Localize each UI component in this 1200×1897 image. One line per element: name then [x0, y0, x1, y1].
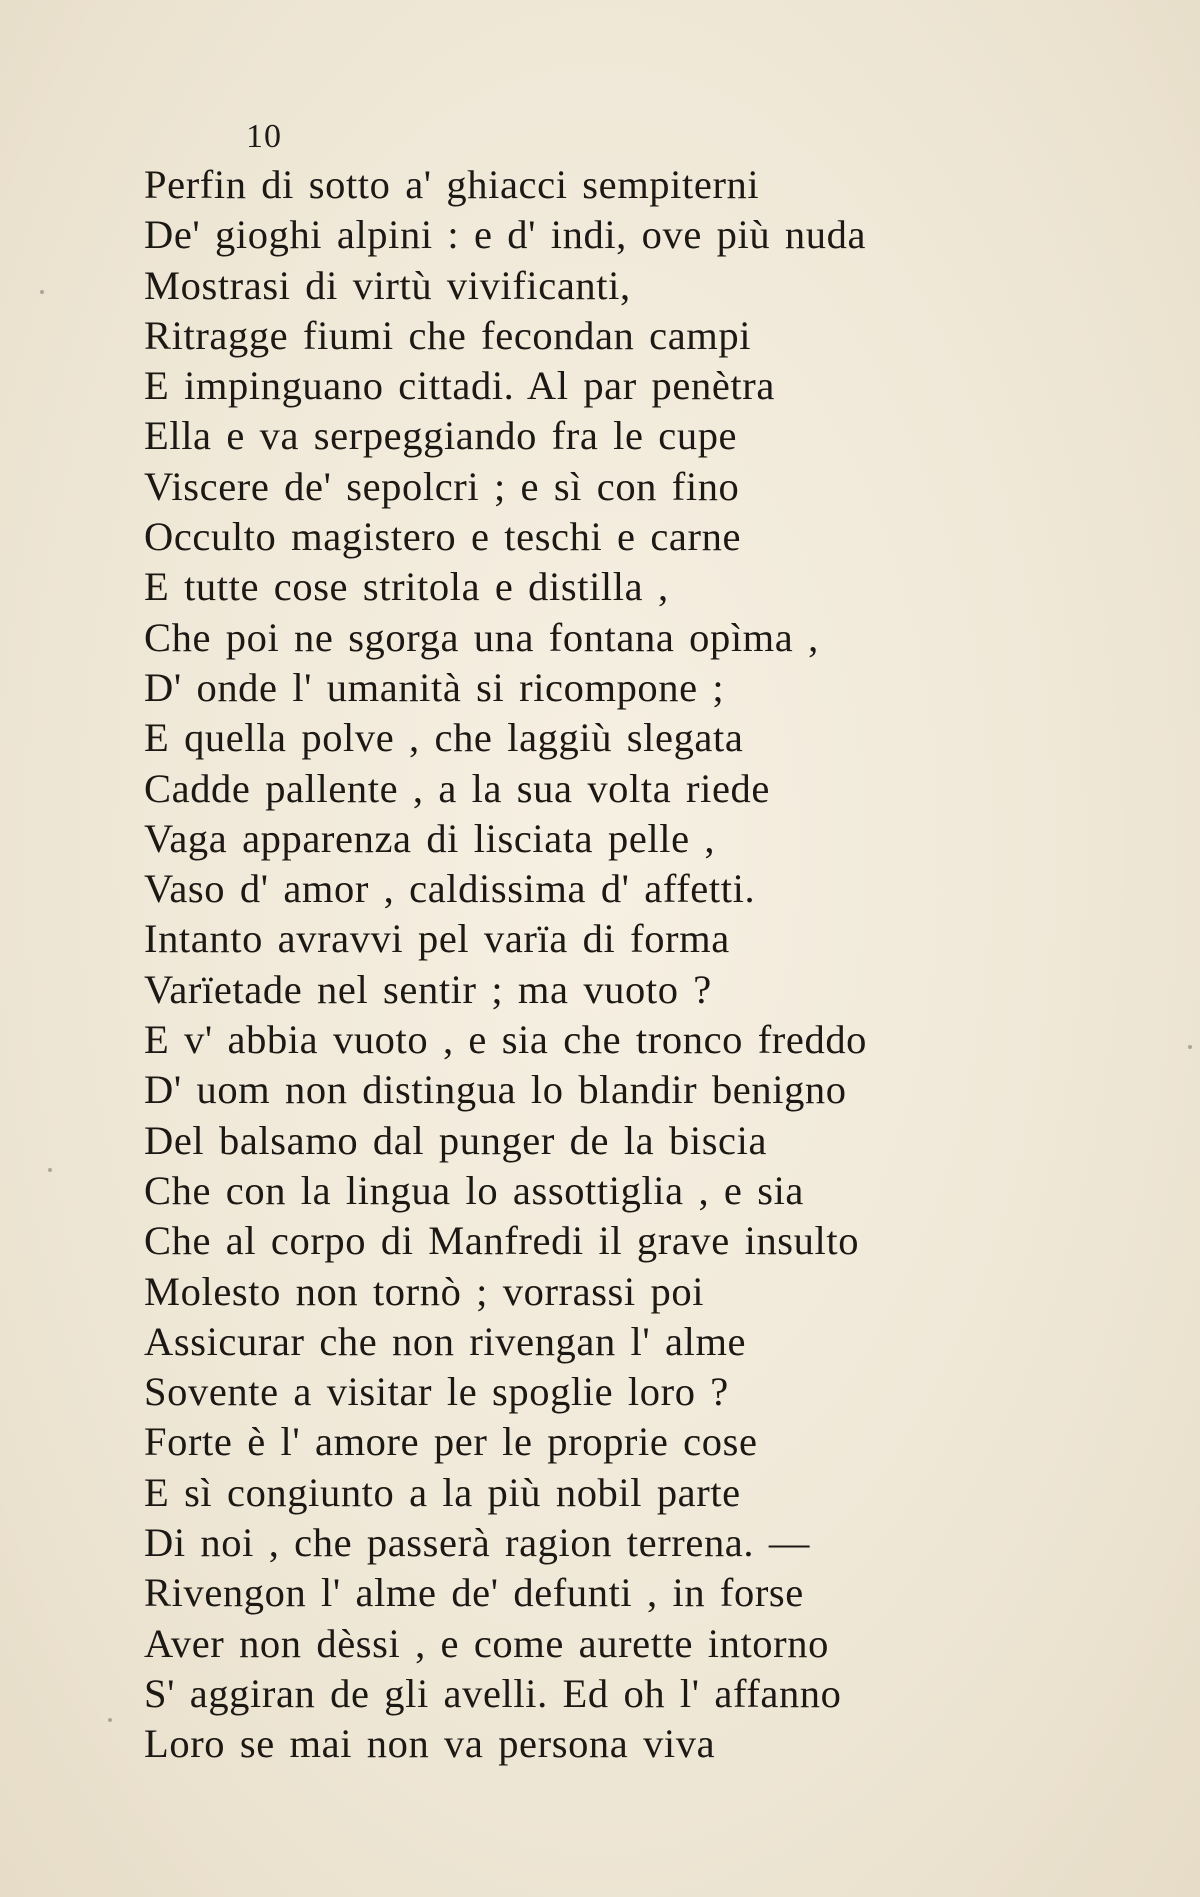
- poem-line: Rivengon l' alme de' defunti , in forse: [144, 1570, 804, 1616]
- poem-text: [144, 160, 1164, 1770]
- paper-speck: [1188, 1045, 1192, 1049]
- poem-line: De' gioghi alpini : e d' indi, ove più nuda: [144, 212, 867, 258]
- poem-line: Che poi ne sgorga una fontana opìma ,: [144, 614, 819, 660]
- poem-line: Ritragge fiumi che fecondan campi: [144, 312, 752, 358]
- poem-line: Vaso d' amor , caldissima d' affetti.: [144, 866, 756, 912]
- poem-line: Mostrasi di virtù vivificanti,: [144, 262, 631, 308]
- poem-line: E sì congiunto a la più nobil parte: [144, 1469, 741, 1515]
- poem-line: E impinguano cittadi. Al par penètra: [144, 363, 775, 409]
- poem-line: Perfin di sotto a' ghiacci sempiterni: [144, 162, 760, 207]
- poem-line: E quella polve , che laggiù slegata: [144, 715, 744, 761]
- poem-line: Viscere de' sepolcri ; e sì con fino: [144, 463, 740, 509]
- poem-line: Forte è l' amore per le proprie cose: [144, 1419, 758, 1465]
- poem-line: Loro se mai non va persona viva: [144, 1721, 716, 1767]
- poem-line: Sovente a visitar le spoglie loro ?: [144, 1369, 729, 1415]
- poem-line: Assicurar che non rivengan l' alme: [144, 1318, 747, 1364]
- poem-line: Cadde pallente , a la sua volta riede: [144, 765, 770, 811]
- poem-line: Molesto non tornò ; vorrassi poi: [144, 1268, 705, 1314]
- page-number: 10: [246, 118, 282, 155]
- poem-line: Che con la lingua lo assottiglia , e sia: [144, 1167, 804, 1213]
- paper-speck: [40, 290, 44, 294]
- poem-line: E tutte cose stritola e distilla ,: [144, 564, 669, 610]
- poem-line: Varïetade nel sentir ; ma vuoto ?: [144, 966, 712, 1012]
- poem-line: E v' abbia vuoto , e sia che tronco freddo: [144, 1017, 868, 1063]
- poem-line: Ella e va serpeggiando fra le cupe: [144, 413, 738, 459]
- poem-line: Di noi , che passerà ragion terrena. —: [144, 1520, 810, 1566]
- paper-speck: [48, 1168, 52, 1172]
- poem-line: S' aggiran de gli avelli. Ed oh l' affanno: [144, 1670, 842, 1716]
- poem-line: Occulto magistero e teschi e carne: [144, 514, 742, 560]
- poem-line: D' onde l' umanità si ricompone ;: [144, 664, 725, 710]
- poem-line: Del balsamo dal punger de la biscia: [144, 1117, 768, 1163]
- poem-line: Che al corpo di Manfredi il grave insulto: [144, 1218, 860, 1264]
- poem-line: Aver non dèssi , e come aurette intorno: [144, 1620, 829, 1666]
- poem-line: Intanto avravvi pel varïa di forma: [144, 916, 730, 962]
- poem-line: D' uom non distingua lo blandir benigno: [144, 1067, 847, 1113]
- poem-line: Vaga apparenza di lisciata pelle ,: [144, 815, 716, 861]
- paper-speck: [108, 1718, 112, 1722]
